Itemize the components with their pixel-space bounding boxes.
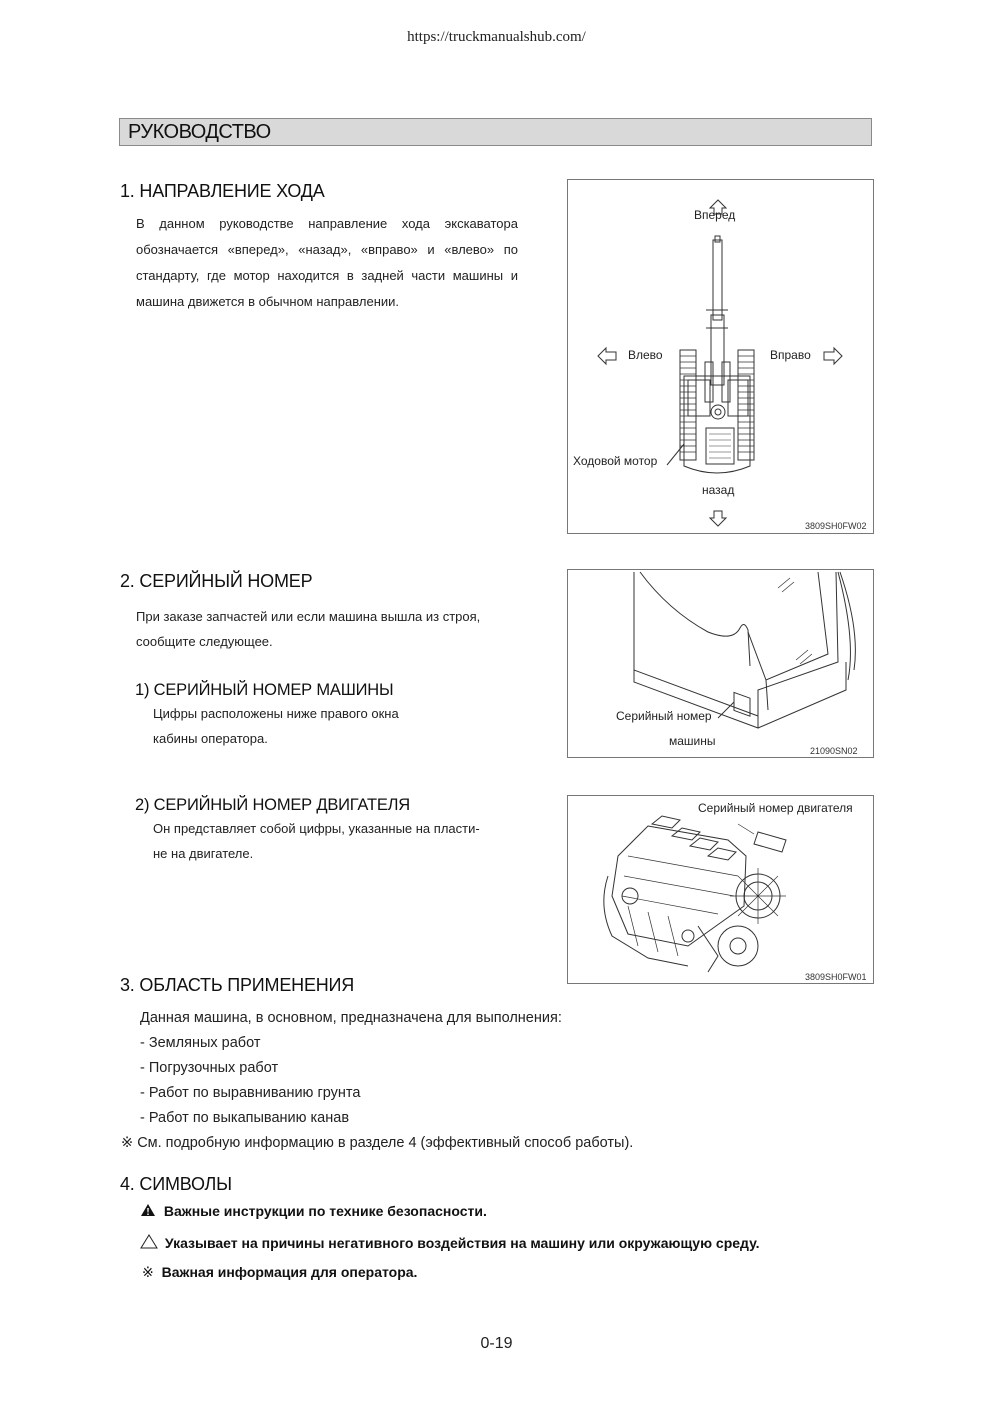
engine-drawing xyxy=(568,796,875,985)
list-item: - Работ по выравниванию грунта xyxy=(140,1085,361,1101)
sub1-heading: 1) СЕРИЙНЫЙ НОМЕР МАШИНЫ xyxy=(135,681,394,699)
section3-intro: Данная машина, в основном, предназначена для выполнения: xyxy=(140,1010,562,1026)
figure-machine-serial xyxy=(567,569,874,758)
list-item: - Погрузочных работ xyxy=(140,1060,279,1076)
label-forward: Вперед xyxy=(694,208,736,222)
symbol-row xyxy=(142,1264,417,1281)
cabin-side-drawing xyxy=(568,570,875,759)
section2-text-line2: сообщите следующее. xyxy=(136,634,273,649)
label-left: Влево xyxy=(628,348,663,362)
page-number: 0-19 xyxy=(480,1335,513,1352)
arrow-left-icon xyxy=(598,348,616,364)
symbol-text: Указывает на причины негативного воздействия на машину или окружающую среду. xyxy=(164,1235,760,1251)
arrow-right-icon xyxy=(824,348,842,364)
figure-code: 3809SH0FW01 xyxy=(805,972,867,982)
section3-heading: 3. ОБЛАСТЬ ПРИМЕНЕНИЯ xyxy=(120,975,355,995)
figure-engine-serial xyxy=(567,795,874,984)
warning-filled-triangle-icon xyxy=(140,1203,156,1217)
label-travel-motor: Ходовой мотор xyxy=(573,454,658,468)
reference-mark-icon: ※ xyxy=(121,1135,134,1151)
section2-text-line1: При заказе запчастей или если машина вышла из строя, xyxy=(136,609,481,624)
symbol-row xyxy=(140,1203,487,1219)
sub1-line2: кабины оператора. xyxy=(153,731,268,746)
symbol-text: Важная информация для оператора. xyxy=(161,1264,418,1280)
section-banner xyxy=(119,118,872,146)
arrow-down-icon xyxy=(710,511,726,526)
section1-text: В данном руководстве направление хода экскаватора обозначается «вперед», «назад», «вправо» и «влево» по стандарту, где мотор находится в задней части машины и машина движется в обычном направлении. xyxy=(136,216,518,309)
symbol-row xyxy=(140,1234,760,1251)
header-url: https://truckmanualshub.com/ xyxy=(407,29,586,45)
excavator-top-view-drawing xyxy=(568,180,875,535)
label-right: Вправо xyxy=(770,348,811,362)
serial-plate xyxy=(754,832,786,852)
banner-title: РУКОВОДСТВО xyxy=(128,121,271,143)
figure-code: 21090SN02 xyxy=(810,746,858,756)
label-back: назад xyxy=(702,483,735,497)
sub2-line2: не на двигателе. xyxy=(153,846,254,861)
sub2-line1: Он представляет собой цифры, указанные на пласти- xyxy=(153,821,480,836)
reference-mark-icon: ※ xyxy=(142,1265,154,1281)
symbol-text: Важные инструкции по технике безопасности. xyxy=(163,1203,487,1219)
figure-travel-direction xyxy=(567,179,874,534)
section3-note-text: См. подробную информацию в разделе 4 (эффективный способ работы). xyxy=(137,1135,634,1151)
sub1-line1: Цифры расположены ниже правого окна xyxy=(153,706,399,721)
caution-outline-triangle-icon xyxy=(140,1234,158,1249)
figure-code: 3809SH0FW02 xyxy=(805,521,867,531)
label-machine-serial-line1: Серийный номер xyxy=(616,709,712,723)
label-machine-serial-line2: машины xyxy=(669,734,716,748)
list-item: - Работ по выкапыванию канав xyxy=(140,1110,350,1126)
label-engine-serial: Серийный номер двигателя xyxy=(698,801,853,815)
list-item: - Земляных работ xyxy=(140,1035,261,1051)
sub2-heading: 2) СЕРИЙНЫЙ НОМЕР ДВИГАТЕЛЯ xyxy=(135,796,410,814)
section4-heading: 4. СИМВОЛЫ xyxy=(120,1174,232,1194)
section1-heading: 1. НАПРАВЛЕНИЕ ХОДА xyxy=(120,181,325,201)
section3-note xyxy=(121,1131,633,1156)
section2-heading: 2. СЕРИЙНЫЙ НОМЕР xyxy=(120,571,313,591)
